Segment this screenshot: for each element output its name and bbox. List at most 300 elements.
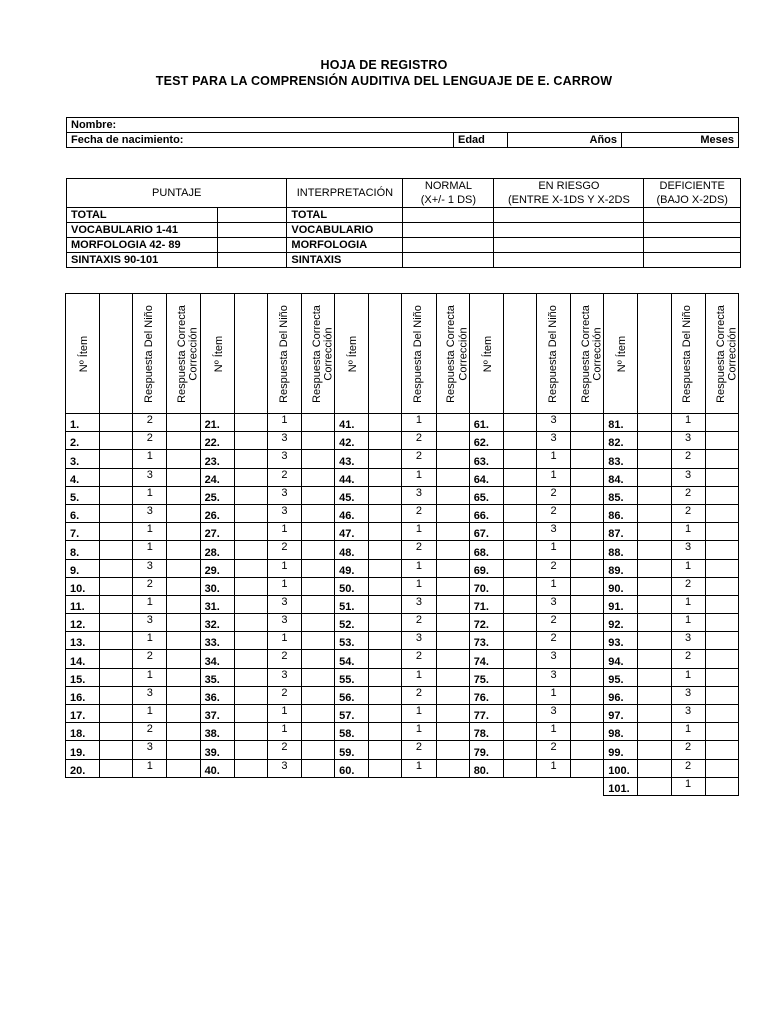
child-response-cell[interactable]: [503, 650, 536, 668]
table-row: [66, 577, 739, 595]
correction-cell[interactable]: [167, 523, 200, 541]
column-header-label: Respuesta Del Niño: [546, 304, 559, 403]
child-response-cell[interactable]: [100, 559, 133, 577]
normal-cell[interactable]: [403, 253, 494, 268]
item-number-header: [66, 294, 100, 414]
correction-cell[interactable]: [436, 723, 469, 741]
correct-response: 3: [267, 759, 301, 777]
child-response-cell[interactable]: [234, 595, 267, 613]
child-response-cell[interactable]: [638, 614, 671, 632]
normal-cell[interactable]: [403, 238, 494, 253]
child-response-cell[interactable]: [234, 486, 267, 504]
score-input[interactable]: [218, 253, 287, 268]
child-response-cell[interactable]: [638, 541, 671, 559]
child-response-cell[interactable]: [638, 559, 671, 577]
child-response-cell[interactable]: [369, 450, 402, 468]
correction-cell[interactable]: [705, 468, 738, 486]
child-response-cell[interactable]: [638, 504, 671, 522]
correction-cell[interactable]: [571, 595, 604, 613]
correction-cell[interactable]: [301, 541, 334, 559]
item-number: 98.: [604, 723, 638, 741]
child-response-cell[interactable]: [369, 595, 402, 613]
item-number: 13.: [66, 632, 100, 650]
correction-cell[interactable]: [705, 595, 738, 613]
correction-cell[interactable]: [301, 523, 334, 541]
child-response-cell[interactable]: [503, 723, 536, 741]
item-number: 75.: [469, 668, 503, 686]
correction-cell[interactable]: [167, 741, 200, 759]
empty-cell: [369, 777, 402, 795]
correct-response: 2: [267, 650, 301, 668]
correction-cell[interactable]: [301, 705, 334, 723]
correction-cell[interactable]: [167, 686, 200, 704]
correction-cell[interactable]: [705, 668, 738, 686]
correct-response: 3: [133, 741, 167, 759]
correction-cell[interactable]: [167, 632, 200, 650]
child-response-cell[interactable]: [638, 577, 671, 595]
child-response-cell[interactable]: [234, 559, 267, 577]
correction-cell[interactable]: [436, 523, 469, 541]
correction-cell[interactable]: [705, 686, 738, 704]
item-number: 4.: [66, 468, 100, 486]
item-number-header: [335, 294, 369, 414]
child-response-cell[interactable]: [638, 650, 671, 668]
correction-cell[interactable]: [571, 468, 604, 486]
score-input[interactable]: [218, 208, 287, 223]
correction-cell[interactable]: [436, 686, 469, 704]
correction-cell[interactable]: [571, 650, 604, 668]
child-response-cell[interactable]: [234, 668, 267, 686]
correct-response: 1: [671, 777, 705, 795]
correct-response: 3: [536, 650, 570, 668]
correction-cell[interactable]: [705, 741, 738, 759]
correction-cell[interactable]: [436, 741, 469, 759]
table-row: [66, 595, 739, 613]
correction-cell[interactable]: [571, 705, 604, 723]
child-response-cell[interactable]: [503, 450, 536, 468]
correction-cell[interactable]: [167, 668, 200, 686]
correction-cell[interactable]: [571, 559, 604, 577]
correction-cell[interactable]: [705, 777, 738, 795]
correction-cell[interactable]: [705, 614, 738, 632]
correction-cell[interactable]: [301, 486, 334, 504]
child-response-cell[interactable]: [503, 559, 536, 577]
child-response-cell[interactable]: [638, 777, 671, 795]
column-header-label: Nº Ítem: [481, 335, 494, 372]
correction-cell[interactable]: [167, 723, 200, 741]
table-row: [66, 741, 739, 759]
correction-cell[interactable]: [436, 668, 469, 686]
item-number: 8.: [66, 541, 100, 559]
correction-cell[interactable]: [705, 432, 738, 450]
child-response-cell[interactable]: [234, 577, 267, 595]
child-response-cell[interactable]: [369, 541, 402, 559]
correction-cell[interactable]: [167, 504, 200, 522]
child-response-cell[interactable]: [100, 523, 133, 541]
correction-cell[interactable]: [167, 414, 200, 432]
deficiente-cell[interactable]: [644, 253, 741, 268]
correction-cell[interactable]: [167, 705, 200, 723]
correction-cell[interactable]: [705, 414, 738, 432]
child-response-cell[interactable]: [369, 486, 402, 504]
child-response-cell[interactable]: [638, 432, 671, 450]
child-response-cell[interactable]: [369, 632, 402, 650]
child-response-cell[interactable]: [100, 595, 133, 613]
correction-cell[interactable]: [571, 541, 604, 559]
correct-response: 1: [267, 523, 301, 541]
correction-cell[interactable]: [571, 668, 604, 686]
correct-response: 1: [671, 414, 705, 432]
correction-cell[interactable]: [705, 523, 738, 541]
child-response-cell[interactable]: [503, 468, 536, 486]
item-number: 11.: [66, 595, 100, 613]
child-response-cell[interactable]: [100, 614, 133, 632]
column-header-label: Corrección: [591, 326, 604, 381]
months-field[interactable]: Meses: [622, 133, 739, 148]
child-response-cell[interactable]: [234, 632, 267, 650]
child-response-cell[interactable]: [638, 759, 671, 777]
item-number: 49.: [335, 559, 369, 577]
correction-cell[interactable]: [167, 759, 200, 777]
correction-cell[interactable]: [571, 632, 604, 650]
correction-cell[interactable]: [301, 686, 334, 704]
item-number: 3.: [66, 450, 100, 468]
correction-cell[interactable]: [436, 559, 469, 577]
deficiente-header-line2: (BAJO X-2DS): [656, 194, 728, 206]
item-number: 22.: [200, 432, 234, 450]
correction-cell[interactable]: [571, 614, 604, 632]
correction-cell[interactable]: [436, 705, 469, 723]
item-number: 67.: [469, 523, 503, 541]
child-response-cell[interactable]: [369, 741, 402, 759]
child-response-cell[interactable]: [234, 523, 267, 541]
child-response-cell[interactable]: [503, 741, 536, 759]
deficiente-cell[interactable]: [644, 223, 741, 238]
correct-response: 1: [671, 523, 705, 541]
correction-cell[interactable]: [167, 432, 200, 450]
correction-cell[interactable]: [167, 486, 200, 504]
correction-cell[interactable]: [705, 504, 738, 522]
correction-cell[interactable]: [705, 650, 738, 668]
child-response-cell[interactable]: [100, 541, 133, 559]
child-response-cell[interactable]: [503, 504, 536, 522]
correction-cell[interactable]: [571, 414, 604, 432]
correction-cell[interactable]: [301, 595, 334, 613]
correction-cell[interactable]: [571, 504, 604, 522]
correction-cell[interactable]: [436, 577, 469, 595]
item-number: 100.: [604, 759, 638, 777]
item-number: 24.: [200, 468, 234, 486]
item-number: 33.: [200, 632, 234, 650]
table-row: [66, 432, 739, 450]
column-header-label: Respuesta Correcta: [176, 304, 189, 403]
correct-response: 3: [133, 614, 167, 632]
correction-cell[interactable]: [705, 486, 738, 504]
correct-response: 1: [671, 559, 705, 577]
child-response-cell[interactable]: [638, 414, 671, 432]
item-number: 47.: [335, 523, 369, 541]
item-number: 42.: [335, 432, 369, 450]
item-number: 63.: [469, 450, 503, 468]
child-response-cell[interactable]: [369, 559, 402, 577]
correction-cell[interactable]: [436, 595, 469, 613]
child-response-cell[interactable]: [503, 486, 536, 504]
child-response-cell[interactable]: [503, 632, 536, 650]
child-response-cell[interactable]: [369, 414, 402, 432]
correction-cell[interactable]: [301, 468, 334, 486]
score-label: VOCABULARIO 1-41: [67, 223, 218, 238]
deficiente-cell[interactable]: [644, 208, 741, 223]
item-number: 65.: [469, 486, 503, 504]
child-response-cell[interactable]: [234, 686, 267, 704]
child-response-cell[interactable]: [100, 759, 133, 777]
correction-cell[interactable]: [705, 705, 738, 723]
correction-cell[interactable]: [301, 432, 334, 450]
child-response-cell[interactable]: [503, 414, 536, 432]
item-number: 2.: [66, 432, 100, 450]
child-response-cell[interactable]: [100, 686, 133, 704]
child-response-cell[interactable]: [369, 723, 402, 741]
table-row: [66, 632, 739, 650]
correction-cell[interactable]: [167, 541, 200, 559]
title-line-1: HOJA DE REGISTRO: [320, 58, 448, 72]
child-response-cell[interactable]: [234, 541, 267, 559]
child-response-cell[interactable]: [100, 468, 133, 486]
correction-cell[interactable]: [705, 759, 738, 777]
child-response-cell[interactable]: [503, 523, 536, 541]
correct-response: 1: [536, 759, 570, 777]
correct-response: 3: [402, 486, 436, 504]
age-label: Edad: [454, 133, 508, 148]
correction-cell[interactable]: [301, 668, 334, 686]
correction-cell[interactable]: [705, 541, 738, 559]
child-response-cell[interactable]: [369, 668, 402, 686]
correct-response: 1: [267, 723, 301, 741]
correction-cell[interactable]: [167, 614, 200, 632]
child-response-cell[interactable]: [234, 468, 267, 486]
child-response-cell[interactable]: [100, 486, 133, 504]
correction-cell[interactable]: [301, 559, 334, 577]
child-response-cell[interactable]: [234, 614, 267, 632]
correction-cell[interactable]: [301, 577, 334, 595]
table-row: [66, 650, 739, 668]
correction-cell[interactable]: [571, 577, 604, 595]
child-response-cell[interactable]: [234, 759, 267, 777]
column-header-label: Corrección: [322, 326, 335, 381]
riesgo-cell[interactable]: [494, 238, 644, 253]
child-response-cell[interactable]: [234, 650, 267, 668]
child-response-cell[interactable]: [100, 577, 133, 595]
correct-response: 1: [536, 541, 570, 559]
child-response-cell[interactable]: [503, 686, 536, 704]
correction-cell[interactable]: [301, 632, 334, 650]
child-response-cell[interactable]: [234, 723, 267, 741]
riesgo-cell[interactable]: [494, 223, 644, 238]
child-response-cell[interactable]: [503, 577, 536, 595]
child-response-cell[interactable]: [638, 723, 671, 741]
child-response-cell[interactable]: [100, 668, 133, 686]
correct-response: 1: [402, 723, 436, 741]
correction-cell[interactable]: [167, 577, 200, 595]
correction-cell[interactable]: [301, 614, 334, 632]
empty-cell: [571, 777, 604, 795]
item-number: 54.: [335, 650, 369, 668]
correct-response: 1: [133, 486, 167, 504]
item-number: 46.: [335, 504, 369, 522]
score-input[interactable]: [218, 223, 287, 238]
item-number: 30.: [200, 577, 234, 595]
correction-cell[interactable]: [436, 541, 469, 559]
correction-cell[interactable]: [301, 414, 334, 432]
child-response-cell[interactable]: [100, 504, 133, 522]
child-response-cell[interactable]: [100, 723, 133, 741]
correct-response: 2: [536, 486, 570, 504]
correction-cell[interactable]: [301, 504, 334, 522]
correction-cell[interactable]: [167, 595, 200, 613]
child-response-cell[interactable]: [638, 595, 671, 613]
child-response-cell[interactable]: [234, 414, 267, 432]
item-number: 19.: [66, 741, 100, 759]
correction-cell[interactable]: [571, 723, 604, 741]
deficiente-cell[interactable]: [644, 238, 741, 253]
child-response-cell[interactable]: [369, 523, 402, 541]
correction-cell[interactable]: [167, 650, 200, 668]
correction-cell[interactable]: [436, 450, 469, 468]
correction-cell[interactable]: [705, 559, 738, 577]
child-response-cell[interactable]: [100, 450, 133, 468]
column-header-label: Respuesta Correcta: [310, 304, 323, 403]
correction-cell[interactable]: [301, 450, 334, 468]
correction-cell[interactable]: [436, 650, 469, 668]
table-row: [66, 723, 739, 741]
child-response-cell[interactable]: [503, 759, 536, 777]
correction-cell[interactable]: [705, 723, 738, 741]
correction-cell[interactable]: [571, 432, 604, 450]
correction-cell[interactable]: [436, 468, 469, 486]
correction-cell[interactable]: [571, 759, 604, 777]
child-response-cell[interactable]: [234, 741, 267, 759]
child-response-cell[interactable]: [638, 668, 671, 686]
item-number: 64.: [469, 468, 503, 486]
correction-cell[interactable]: [301, 741, 334, 759]
correction-cell[interactable]: [167, 450, 200, 468]
correction-cell[interactable]: [571, 486, 604, 504]
child-response-cell[interactable]: [503, 614, 536, 632]
correct-response: 1: [402, 759, 436, 777]
correction-cell[interactable]: [436, 486, 469, 504]
correction-cell[interactable]: [571, 741, 604, 759]
correction-cell[interactable]: [301, 759, 334, 777]
child-response-cell[interactable]: [234, 432, 267, 450]
years-field[interactable]: Años: [508, 133, 622, 148]
child-response-cell[interactable]: [100, 432, 133, 450]
child-response-cell[interactable]: [369, 650, 402, 668]
child-response-cell[interactable]: [100, 741, 133, 759]
correction-cell[interactable]: [301, 650, 334, 668]
correct-response: 1: [133, 759, 167, 777]
child-response-cell[interactable]: [369, 577, 402, 595]
riesgo-cell[interactable]: [494, 253, 644, 268]
child-response-cell[interactable]: [369, 686, 402, 704]
correction-cell[interactable]: [571, 523, 604, 541]
item-number: 57.: [335, 705, 369, 723]
child-response-cell[interactable]: [369, 504, 402, 522]
child-response-cell[interactable]: [369, 614, 402, 632]
child-response-cell[interactable]: [638, 450, 671, 468]
item-number: 9.: [66, 559, 100, 577]
empty-cell: [234, 777, 267, 795]
correction-cell[interactable]: [436, 432, 469, 450]
child-response-cell[interactable]: [369, 759, 402, 777]
correction-cell[interactable]: [436, 504, 469, 522]
child-response-cell[interactable]: [100, 414, 133, 432]
correction-cell[interactable]: [167, 559, 200, 577]
correct-response: 2: [402, 686, 436, 704]
score-label: TOTAL: [67, 208, 218, 223]
child-response-cell[interactable]: [100, 650, 133, 668]
child-response-cell[interactable]: [503, 668, 536, 686]
correction-cell[interactable]: [705, 450, 738, 468]
item-number: 53.: [335, 632, 369, 650]
normal-cell[interactable]: [403, 223, 494, 238]
item-number: 12.: [66, 614, 100, 632]
child-response-cell[interactable]: [369, 468, 402, 486]
child-response-cell[interactable]: [503, 541, 536, 559]
child-response-cell[interactable]: [503, 595, 536, 613]
child-response-cell[interactable]: [638, 741, 671, 759]
correction-cell[interactable]: [571, 686, 604, 704]
correction-cell[interactable]: [705, 632, 738, 650]
child-response-cell[interactable]: [234, 705, 267, 723]
child-response-cell[interactable]: [369, 432, 402, 450]
correct-response: 1: [402, 523, 436, 541]
child-response-cell[interactable]: [638, 705, 671, 723]
child-response-cell[interactable]: [234, 450, 267, 468]
child-response-cell[interactable]: [503, 432, 536, 450]
correction-cell[interactable]: [436, 632, 469, 650]
child-response-cell[interactable]: [638, 686, 671, 704]
column-header-label: Corrección: [726, 326, 739, 381]
child-response-cell[interactable]: [638, 486, 671, 504]
child-response-cell[interactable]: [100, 632, 133, 650]
correct-response: 3: [267, 486, 301, 504]
correct-response: 2: [671, 486, 705, 504]
correction-cell[interactable]: [436, 759, 469, 777]
name-field[interactable]: Nombre:: [67, 118, 739, 133]
child-response-cell[interactable]: [638, 523, 671, 541]
correction-cell[interactable]: [705, 577, 738, 595]
child-response-cell[interactable]: [638, 468, 671, 486]
correction-cell[interactable]: [436, 414, 469, 432]
interpretacion-header: INTERPRETACIÓN: [287, 179, 403, 208]
empty-cell: [436, 777, 469, 795]
personal-data-table: [66, 117, 739, 148]
correction-cell[interactable]: [301, 723, 334, 741]
normal-cell[interactable]: [403, 208, 494, 223]
correction-cell[interactable]: [436, 614, 469, 632]
child-response-cell[interactable]: [234, 504, 267, 522]
child-response-cell[interactable]: [503, 705, 536, 723]
child-response-cell[interactable]: [369, 705, 402, 723]
child-response-cell[interactable]: [638, 632, 671, 650]
birthdate-field[interactable]: Fecha de nacimiento:: [67, 133, 454, 148]
riesgo-cell[interactable]: [494, 208, 644, 223]
score-input[interactable]: [218, 238, 287, 253]
correct-response: 3: [267, 432, 301, 450]
correction-cell[interactable]: [167, 468, 200, 486]
correction-cell[interactable]: [571, 450, 604, 468]
child-response-cell[interactable]: [100, 705, 133, 723]
